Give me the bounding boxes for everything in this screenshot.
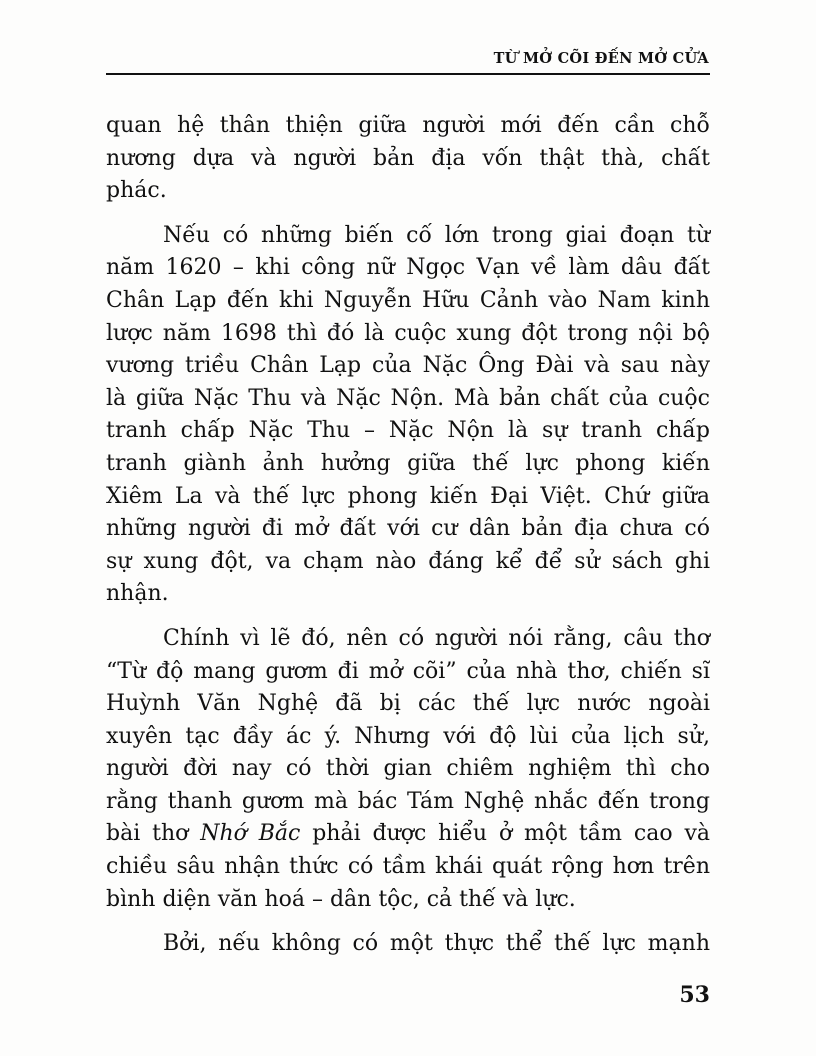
text-line: Huỳnh Văn Nghệ đã bị các thế lực nước ngoài: [106, 691, 710, 717]
poem-title: Nhớ Bắc: [200, 821, 301, 847]
paragraph-3: [106, 623, 710, 916]
text-line: là giữa Nặc Thu và Nặc Nộn. Mà bản chất của cuộc: [106, 385, 710, 411]
text-line: sự xung đột, va chạm nào đáng kể để sử sách ghi: [106, 548, 710, 574]
text-line: Chân Lạp đến khi Nguyễn Hữu Cảnh vào Nam kinh: [106, 287, 710, 313]
text-line: quan hệ thân thiện giữa người mới đến cần chỗ: [106, 113, 710, 138]
paragraph-1: [106, 110, 710, 208]
paragraph-4: [106, 928, 710, 961]
text-line: lược năm 1698 thì đó là cuộc xung đột trong nội bộ: [106, 320, 710, 346]
text-line: xuyên tạc đầy ác ý. Nhưng với độ lùi của lịch sử,: [106, 723, 710, 749]
text-line: những người đi mở đất với cư dân bản địa chưa có: [106, 516, 710, 542]
text-line: chiều sâu nhận thức có tầm khái quát rộng hơn trên: [106, 854, 710, 880]
text-line: phác.: [106, 178, 167, 204]
page-number: 53: [679, 982, 710, 1008]
text-line: tranh giành ảnh hưởng giữa thế lực phong kiến: [106, 450, 710, 476]
text-line: “Từ độ mang gươm đi mở cõi” của nhà thơ, chiến sĩ: [106, 658, 710, 684]
text-line: người đời nay có thời gian chiêm nghiệm thì cho: [106, 756, 710, 782]
text-line: nhận.: [106, 581, 169, 607]
text-line: vương triều Chân Lạp của Nặc Ông Đài và sau này: [106, 353, 710, 379]
text-line: Xiêm La và thế lực phong kiến Đại Việt. Chứ giữa: [106, 483, 710, 509]
body-text: [106, 110, 710, 961]
running-head-title: TỪ MỞ CÕI ĐẾN MỞ CỬA: [493, 50, 709, 67]
text-fragment: phải được hiểu ở một tầm cao và: [300, 821, 710, 847]
paragraph-2: [106, 220, 710, 611]
text-line: nương dựa và người bản địa vốn thật thà, chất: [106, 145, 710, 171]
header-rule: [106, 73, 710, 75]
text-line: rằng thanh gươm mà bác Tám Nghệ nhắc đến trong: [106, 788, 710, 814]
text-line: Bởi, nếu không có một thực thể thế lực mạnh: [163, 931, 710, 957]
text-line: năm 1620 – khi công nữ Ngọc Vạn về làm dâu đất: [106, 255, 710, 281]
text-line: Chính vì lẽ đó, nên có người nói rằng, câu thơ: [163, 625, 710, 651]
text-line: Nếu có những biến cố lớn trong giai đoạn từ: [163, 222, 710, 248]
text-line-with-poem-title: [106, 818, 710, 851]
text-fragment: bài thơ: [106, 821, 201, 847]
text-line: tranh chấp Nặc Thu – Nặc Nộn là sự tranh chấp: [106, 418, 710, 444]
text-line: bình diện văn hoá – dân tộc, cả thế và lực.: [106, 886, 576, 912]
